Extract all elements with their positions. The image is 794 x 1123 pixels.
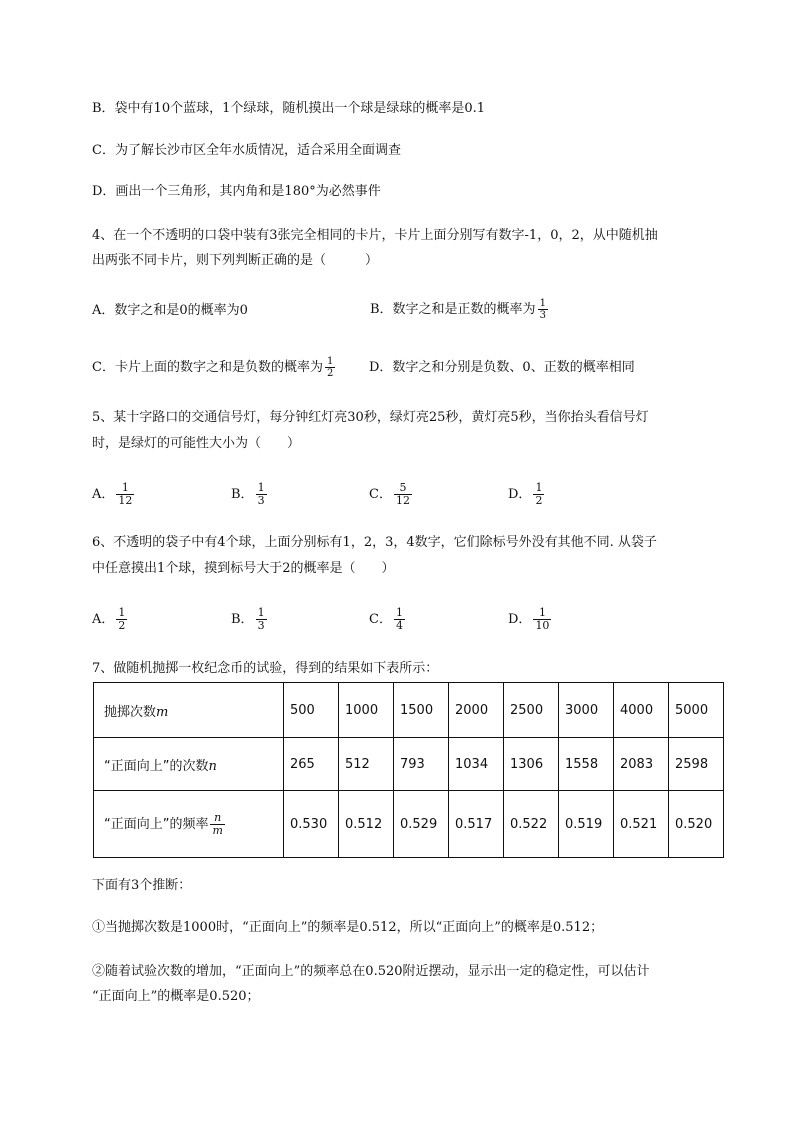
table-cell: 265 — [284, 738, 339, 791]
inference-1: ①当抛掷次数是1000时，“正面向上”的频率是0.512，所以“正面向上”的概率是0.512； — [92, 920, 604, 935]
q3-option-c: C．为了解长沙市区全年水质情况，适合采用全面调查 — [92, 143, 401, 158]
table-cell: 1000 — [339, 683, 394, 738]
q5-option-b: B． $\frac{1}{3}$ — [231, 481, 265, 507]
table-cell: 2500 — [504, 683, 559, 738]
fraction: $\frac{1}{3}$ — [257, 481, 265, 507]
fraction: $\frac{n}{m}$ — [212, 810, 223, 837]
table-cell: 1306 — [504, 738, 559, 791]
row-header-heads: “正面向上”的次数n — [94, 738, 284, 791]
q5-stem-line2: 时，是绿灯的可能性大小为（ ） — [92, 436, 301, 451]
q6-stem-line1: 6、不透明的袋子中有4个球，上面分别标有1，2，3，4数字，它们除标号外没有其他不同. 从袋子 — [92, 535, 657, 550]
q5-option-d: D． $\frac{1}{2}$ — [508, 481, 543, 507]
q6-option-c: C． $\frac{1}{4}$ — [369, 606, 403, 632]
table-cell: 2083 — [614, 738, 669, 791]
fraction: $\frac{1}{2}$ — [326, 356, 334, 379]
q4-option-c-text: C．卡片上面的数字之和是负数的概率为 — [92, 360, 323, 375]
fraction: $\frac{1}{2}$ — [118, 606, 126, 632]
table-cell: 2598 — [669, 738, 724, 791]
inferences-intro: 下面有3个推断： — [92, 878, 192, 893]
table-cell: 1558 — [559, 738, 614, 791]
table-cell: 0.522 — [504, 791, 559, 858]
q7-stem: 7、做随机抛掷一枚纪念币的试验，得到的结果如下表所示： — [92, 661, 439, 676]
table-row — [94, 791, 724, 858]
fraction: $\frac{1}{12}$ — [118, 481, 133, 507]
q4-option-a: A．数字之和是0的概率为0 — [92, 303, 248, 318]
q6-option-d: D． $\frac{1}{10}$ — [508, 606, 550, 632]
inference-2-line1: ②随着试验次数的增加，“正面向上”的频率总在0.520附近摆动，显示出一定的稳定性，可以估计 — [92, 964, 650, 979]
q6-stem-line2: 中任意摸出1个球，摸到标号大于2的概率是（ ） — [92, 561, 395, 576]
q4-stem-line1: 4、在一个不透明的口袋中装有3张完全相同的卡片，卡片上面分别写有数字-1，0，2，从中随机抽 — [92, 228, 658, 243]
fraction: $\frac{1}{3}$ — [539, 298, 546, 321]
table-cell: 4000 — [614, 683, 669, 738]
q6-option-b: B． $\frac{1}{3}$ — [231, 606, 265, 632]
table-cell: 0.530 — [284, 791, 339, 858]
table-cell: 3000 — [559, 683, 614, 738]
q3-option-b: B．袋中有10个蓝球，1个绿球，随机摸出一个球是绿球的概率是0.1 — [92, 101, 486, 116]
table-cell: 0.520 — [669, 791, 724, 858]
q4-option-b-text: B．数字之和是正数的概率为 — [370, 302, 536, 317]
fraction: $\frac{1}{4}$ — [395, 606, 403, 632]
inference-2-line2: “正面向上”的概率是0.520； — [92, 989, 260, 1004]
table-cell: 793 — [394, 738, 449, 791]
coin-toss-table — [93, 682, 724, 858]
table-row — [94, 738, 724, 791]
table-cell: 0.517 — [449, 791, 504, 858]
table-cell: 0.519 — [559, 791, 614, 858]
table-cell: 1500 — [394, 683, 449, 738]
row-header-throws: 抛掷次数m — [94, 683, 284, 738]
table-cell: 512 — [339, 738, 394, 791]
table-cell: 0.512 — [339, 791, 394, 858]
table-cell: 2000 — [449, 683, 504, 738]
table-row — [94, 683, 724, 738]
q4-option-c — [92, 356, 337, 379]
q5-option-a: A． $\frac{1}{12}$ — [92, 481, 133, 507]
row-header-frequency: “正面向上”的频率 $\frac{n}{m}$ — [94, 791, 284, 858]
table-cell: 500 — [284, 683, 339, 738]
table-cell: 0.529 — [394, 791, 449, 858]
q4-stem-line2: 出两张不同卡片，则下列判断正确的是（ ） — [92, 253, 379, 268]
q5-stem-line1: 5、某十字路口的交通信号灯，每分钟红灯亮30秒，绿灯亮25秒，黄灯亮5秒，当你抬头看信号灯 — [92, 410, 649, 425]
q4-option-d: D．数字之和分别是负数、0、正数的概率相同 — [369, 360, 635, 375]
table-cell: 0.521 — [614, 791, 669, 858]
fraction: $\frac{1}{3}$ — [257, 606, 265, 632]
q6-option-a: A． $\frac{1}{2}$ — [92, 606, 126, 632]
q4-option-b — [370, 298, 550, 321]
table-cell: 5000 — [669, 683, 724, 738]
q3-option-d: D．画出一个三角形，其内角和是180°为必然事件 — [92, 184, 381, 199]
fraction: $\frac{5}{12}$ — [395, 481, 410, 507]
fraction: $\frac{1}{10}$ — [535, 606, 550, 632]
q5-option-c: C． $\frac{5}{12}$ — [369, 481, 410, 507]
fraction: $\frac{1}{2}$ — [535, 481, 543, 507]
table-cell: 1034 — [449, 738, 504, 791]
